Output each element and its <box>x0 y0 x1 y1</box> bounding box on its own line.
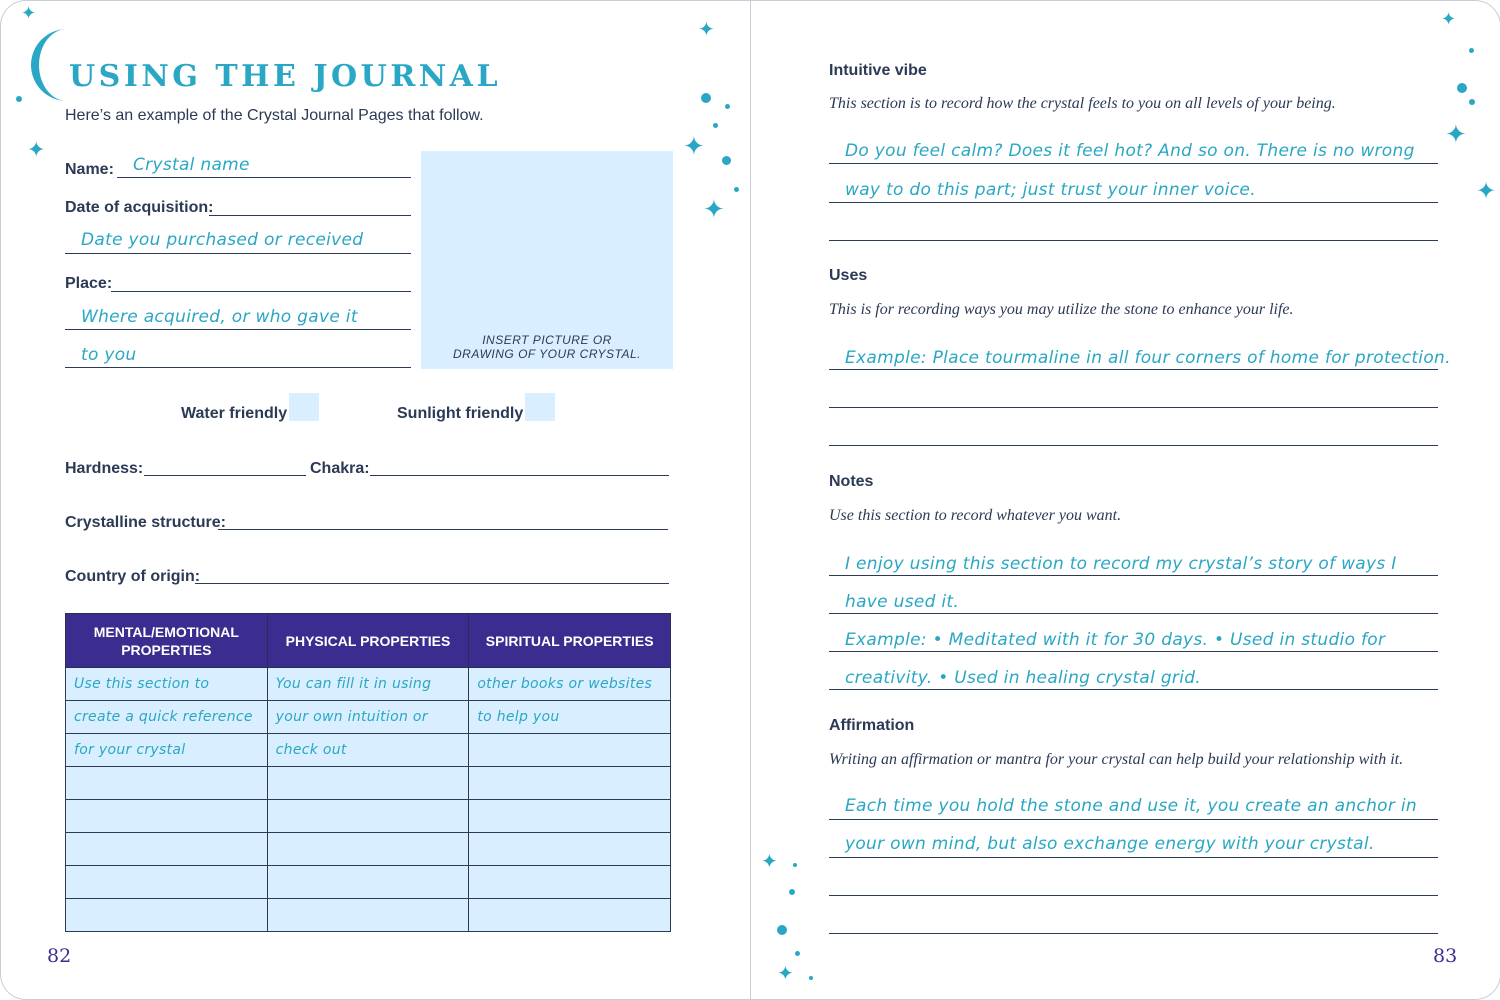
name-label: Name: <box>65 161 114 178</box>
dot-decoration <box>795 951 800 956</box>
section-desc-notes: Use this section to record whatever you want. <box>829 507 1122 524</box>
photo-caption-2: DRAWING OF YOUR CRYSTAL. <box>452 347 642 361</box>
table-cell[interactable] <box>66 866 268 899</box>
table-cell[interactable]: check out <box>267 734 469 767</box>
section-heading-intuitive-vibe: Intuitive vibe <box>829 62 927 79</box>
writing-line[interactable] <box>829 857 1438 858</box>
sparkle-icon: ✦ <box>761 851 778 873</box>
table-header: SPIRITUAL PROPERTIES <box>469 614 671 668</box>
dot-decoration <box>1469 48 1474 53</box>
page-title: USING THE JOURNAL <box>69 59 502 94</box>
writing-line[interactable] <box>829 575 1438 576</box>
name-value: Crystal name <box>133 155 250 175</box>
writing-line[interactable] <box>829 895 1438 896</box>
moon-icon <box>19 25 75 105</box>
writing-line[interactable] <box>829 163 1438 164</box>
dot-decoration <box>1457 83 1467 93</box>
place-value-2: to you <box>81 345 137 365</box>
sparkle-icon: ✦ <box>1476 178 1497 205</box>
table-header: PHYSICAL PROPERTIES <box>267 614 469 668</box>
writing-line[interactable] <box>829 689 1438 690</box>
writing-line[interactable] <box>829 933 1438 934</box>
date-value: Date you purchased or received <box>81 230 364 250</box>
table-cell[interactable]: to help you <box>469 701 671 734</box>
place-value-1: Where acquired, or who gave it <box>81 307 358 327</box>
handwritten-line: creativity. • Used in healing crystal grid. <box>845 668 1202 688</box>
table-cell[interactable] <box>267 767 469 800</box>
table-cell[interactable]: create a quick reference <box>66 701 268 734</box>
writing-line[interactable] <box>829 369 1438 370</box>
table-row <box>66 866 671 899</box>
writing-line[interactable] <box>829 407 1438 408</box>
handwritten-line: I enjoy using this section to record my crystal’s story of ways I <box>845 554 1397 574</box>
section-desc-affirmation: Writing an affirmation or mantra for your crystal can help build your relationship with it. <box>829 751 1404 768</box>
sparkle-icon: ✦ <box>703 194 725 224</box>
handwritten-line: have used it. <box>845 592 960 612</box>
table-cell[interactable] <box>469 800 671 833</box>
handwritten-line: way to do this part; just trust your inner voice. <box>845 180 1256 200</box>
table-cell[interactable]: Use this section to <box>66 668 268 701</box>
dot-decoration <box>734 187 739 192</box>
table-header: MENTAL/EMOTIONAL PROPERTIES <box>66 614 268 668</box>
table-cell[interactable] <box>267 800 469 833</box>
table-cell[interactable] <box>267 866 469 899</box>
section-desc-intuitive-vibe: This section is to record how the crystal feels to you on all levels of your being. <box>829 95 1336 112</box>
hardness-label: Hardness: <box>65 460 144 477</box>
sparkle-icon: ✦ <box>698 19 715 41</box>
writing-line[interactable] <box>829 240 1438 241</box>
handwritten-line: Do you feel calm? Does it feel hot? And so on. There is no wrong <box>845 141 1415 161</box>
table-row <box>66 767 671 800</box>
writing-line[interactable] <box>829 202 1438 203</box>
dot-decoration <box>809 976 813 980</box>
water-friendly-checkbox[interactable] <box>289 393 319 421</box>
dot-decoration <box>722 156 731 165</box>
chakra-label: Chakra: <box>310 460 370 477</box>
water-friendly-label: Water friendly <box>181 405 288 422</box>
photo-caption-1: INSERT PICTURE OR <box>482 333 612 347</box>
country-of-origin-label: Country of origin: <box>65 568 201 585</box>
sparkle-icon: ✦ <box>21 3 37 23</box>
place-label: Place: <box>65 275 113 292</box>
sunlight-friendly-checkbox[interactable] <box>525 393 555 421</box>
table-cell[interactable] <box>469 899 671 932</box>
writing-line[interactable] <box>829 651 1438 652</box>
writing-line[interactable] <box>829 613 1438 614</box>
table-cell[interactable] <box>469 833 671 866</box>
table-cell[interactable] <box>66 767 268 800</box>
table-cell[interactable] <box>469 767 671 800</box>
dot-decoration <box>789 889 795 895</box>
table-cell[interactable]: for your crystal <box>66 734 268 767</box>
writing-line[interactable] <box>829 819 1438 820</box>
writing-line[interactable] <box>829 445 1438 446</box>
dot-decoration <box>701 93 711 103</box>
table-row <box>66 800 671 833</box>
dot-decoration <box>725 104 730 109</box>
right-page <box>750 0 1500 1000</box>
section-desc-uses: This is for recording ways you may utilize the stone to enhance your life. <box>829 301 1294 318</box>
dot-decoration <box>793 863 797 867</box>
table-cell[interactable] <box>267 833 469 866</box>
dot-decoration <box>713 123 718 128</box>
section-heading-affirmation: Affirmation <box>829 717 915 734</box>
handwritten-line: your own mind, but also exchange energy with your crystal. <box>845 834 1375 854</box>
table-row <box>66 734 671 767</box>
handwritten-line: Example: Place tourmaline in all four corners of home for protection. <box>845 348 1451 368</box>
table-row <box>66 833 671 866</box>
sparkle-icon: ✦ <box>683 131 705 161</box>
handwritten-line: Example: • Meditated with it for 30 days. • Used in studio for <box>845 630 1386 650</box>
dot-decoration <box>777 925 787 935</box>
table-cell[interactable]: You can fill it in using <box>267 668 469 701</box>
sparkle-icon: ✦ <box>1445 119 1467 149</box>
date-label: Date of acquisition: <box>65 199 214 216</box>
dot-decoration <box>16 96 22 102</box>
table-cell[interactable]: your own intuition or <box>267 701 469 734</box>
crystalline-structure-label: Crystalline structure: <box>65 514 226 531</box>
handwritten-line: Each time you hold the stone and use it, you create an anchor in <box>845 796 1417 816</box>
photo-placeholder[interactable] <box>421 151 673 369</box>
table-row <box>66 899 671 932</box>
sparkle-icon: ✦ <box>777 963 794 985</box>
table-cell[interactable] <box>267 899 469 932</box>
table-row <box>66 701 671 734</box>
page-number-left: 82 <box>47 945 72 967</box>
section-heading-uses: Uses <box>829 267 868 284</box>
table-cell[interactable] <box>469 866 671 899</box>
intro-text: Here’s an example of the Crystal Journal Pages that follow. <box>65 107 484 124</box>
table-cell[interactable] <box>469 734 671 767</box>
table-row <box>66 668 671 701</box>
section-heading-notes: Notes <box>829 473 874 490</box>
dot-decoration <box>1469 99 1475 105</box>
page-number-right: 83 <box>1433 945 1458 967</box>
properties-table <box>65 613 671 932</box>
table-cell[interactable]: other books or websites <box>469 668 671 701</box>
table-cell[interactable] <box>66 899 268 932</box>
table-cell[interactable] <box>66 833 268 866</box>
sunlight-friendly-label: Sunlight friendly <box>397 405 524 422</box>
table-cell[interactable] <box>66 800 268 833</box>
sparkle-icon: ✦ <box>27 137 46 162</box>
sparkle-icon: ✦ <box>1441 9 1457 29</box>
